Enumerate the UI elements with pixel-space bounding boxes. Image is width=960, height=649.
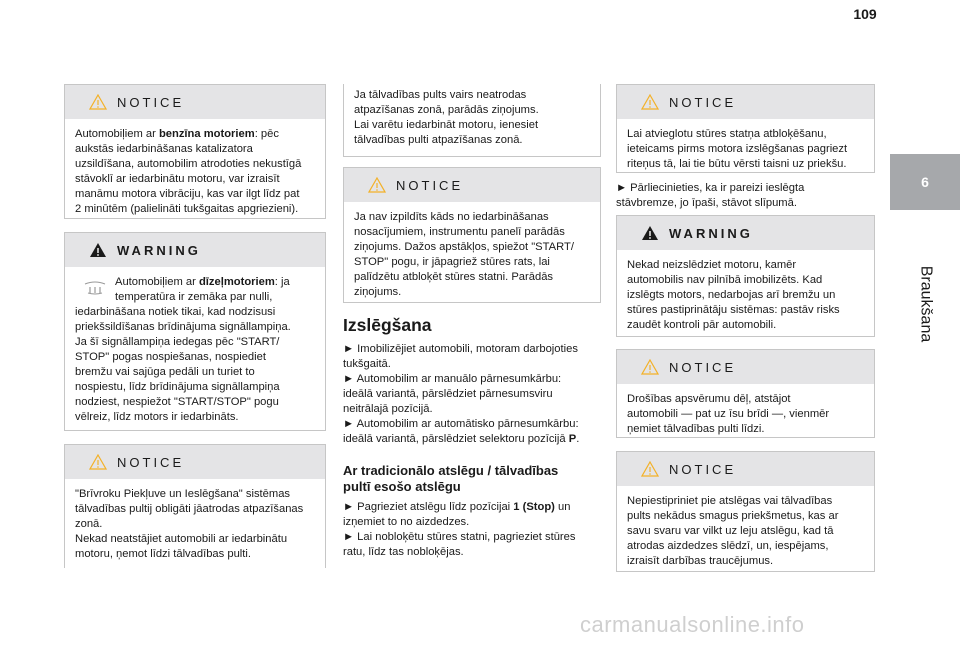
text-line: riteņus tā, lai tie būtu vērsti taisni uz priekšu. — [627, 158, 847, 170]
parking-brake-paragraph — [616, 181, 875, 211]
notice-header — [65, 445, 325, 479]
text-line: "Brīvroku Piekļuve un Ieslēgšana" sistēmas — [75, 488, 291, 500]
warning-box-2 — [616, 215, 875, 337]
notice-box-4 — [616, 84, 875, 173]
text-line: Nekad neizslēdziet motoru, kamēr — [627, 259, 797, 271]
text-line: palīdzētu atbloķēt stūres statni. Parādās — [354, 271, 554, 283]
text-line: stāvbremze, jo īpaši, stāvot slīpumā. — [616, 197, 797, 209]
warning-header — [617, 216, 874, 250]
text-line: stāvoklī ar iedarbinātu motoru, var izraisīt — [75, 173, 280, 185]
notice-box-2 — [64, 444, 326, 568]
text-line: tālvadības pulti atpazīšanas zonā. — [354, 134, 523, 146]
text-line: priekšsildīšanas brīdinājuma signāllampiņa. — [75, 321, 291, 333]
notice-warning-triangle-icon — [89, 94, 107, 110]
text-line: STOP" pogu, ir jāpagriež stūres rats, lai — [354, 256, 550, 268]
notice-title: NOTICE — [117, 454, 185, 470]
text-line: izslēgts motors, nedarbojas arī bremžu un — [627, 289, 836, 301]
warning-header — [65, 233, 325, 267]
notice-body — [65, 119, 325, 217]
page-number: 109 — [853, 6, 877, 22]
text-line: atrodas aizdedzes slēdzī, un, iespējams, — [627, 540, 829, 552]
notice-box-6 — [616, 451, 875, 572]
text-line: Nekad neatstājiet automobili ar iedarbinātu — [75, 533, 288, 545]
notice-body — [617, 384, 874, 437]
notice-body — [65, 479, 325, 562]
text-line: ņemiet tālvadības pulti līdzi. — [627, 423, 765, 435]
text-line: nodziest, nespiežot "START/STOP" pogu — [75, 396, 279, 408]
text-line: bremžu vai sajūga pedāli un turiet to — [75, 366, 255, 378]
notice-header — [65, 85, 325, 119]
watermark[interactable]: carmanualsonline.info — [580, 612, 805, 637]
subsection-heading — [343, 463, 601, 495]
notice-warning-triangle-icon — [368, 177, 386, 193]
chapter-tab[interactable] — [890, 154, 960, 210]
text-line: savu svaru var vilkt uz leju atslēgu, kad tā — [627, 525, 834, 537]
text-line: ► Imobilizējiet automobili, motoram darbojoties — [343, 343, 578, 355]
text-line: uzsildīšana, automobilim atrodoties nekustīgā — [75, 158, 302, 170]
info-box-intro — [343, 84, 601, 157]
notice-title: NOTICE — [117, 94, 185, 110]
text-line: tālvadības pultij obligāti jāatrodas atpazīšanas — [75, 503, 304, 515]
text-line: ziņojums. Dažos apstākļos, spiežot "START/ — [354, 241, 574, 253]
notice-box-3 — [343, 167, 601, 303]
text-line: Automobiļiem ar benzīna motoriem: pēc — [75, 128, 279, 140]
text-line: ieteicams pirms motora izslēgšanas pagriezt — [627, 143, 848, 155]
text-line: stūres pastiprinātāju sistēmas: pastāv risks — [627, 304, 840, 316]
text-line: izņemiet to no aizdedzes. — [343, 516, 470, 528]
notice-header — [617, 85, 874, 119]
text-line: aukstās iedarbināšanas katalizatora — [75, 143, 253, 155]
notice-title: NOTICE — [669, 94, 737, 110]
text-line: Ja nav izpildīts kāds no iedarbināšanas — [354, 211, 549, 223]
chapter-title — [890, 214, 960, 394]
text-line: Lai varētu iedarbināt motoru, ienesiet — [354, 119, 539, 131]
section-body — [343, 342, 601, 447]
text-line: STOP" pogas nospiešanas, nospiediet — [75, 351, 266, 363]
text-line: pultī esošo atslēgu — [343, 479, 461, 494]
notice-warning-triangle-icon — [641, 461, 659, 477]
chapter-sidebar — [890, 0, 960, 649]
text-line: ► Automobilim ar automātisko pārnesumkārbu: — [343, 418, 579, 430]
text-line: ideālā variantā, pārslēdziet selektoru pozīcijā P. — [343, 433, 580, 445]
notice-title: NOTICE — [669, 359, 737, 375]
text-line: Nepiestipriniet pie atslēgas vai tālvadības — [627, 495, 833, 507]
text-line: ratu, līdz tas nobloķējas. — [343, 546, 464, 558]
text-line: ► Pārliecinieties, ka ir pareizi ieslēgta — [616, 182, 805, 194]
text-line: 2 minūtēm (palielināti tukšgaitas apgriezieni). — [75, 203, 299, 215]
notice-body — [344, 202, 600, 300]
warning-body — [617, 250, 874, 333]
section-heading: Izslēgšana — [343, 315, 432, 335]
text-line: Automobiļiem ar dīzeļmotoriem: ja — [115, 276, 290, 288]
text-line: nosacījumiem, instrumentu panelī parādās — [354, 226, 565, 238]
notice-box-5 — [616, 349, 875, 438]
text-line: Ja šī signāllampiņa iedegas pēc "START/ — [75, 336, 280, 348]
text-line: neitrālajā pozīcijā. — [343, 403, 433, 415]
text-line: motoru, ņemot līdzi tālvadības pulti. — [75, 548, 251, 560]
text-line: zonā. — [75, 518, 103, 530]
text-line: temperatūra ir zemāka par nulli, — [115, 291, 273, 303]
glow-plug-icon — [83, 280, 107, 296]
subsection-body — [343, 500, 601, 560]
text-line: Ar tradicionālo atslēgu / tālvadības — [343, 463, 559, 478]
notice-title: NOTICE — [396, 177, 464, 193]
text-line: iedarbināšana notiek tikai, kad nodzisusi — [75, 306, 276, 318]
warning-triangle-icon — [641, 225, 659, 241]
text-line: ► Pagrieziet atslēgu līdz pozīcijai 1 (Stop) un — [343, 501, 571, 513]
text-line: atpazīšanas zonā, parādās ziņojums. — [354, 104, 539, 116]
intro-body — [344, 84, 600, 148]
notice-title: NOTICE — [669, 461, 737, 477]
notice-warning-triangle-icon — [89, 454, 107, 470]
text-line: pults nekādus smagus priekšmetus, kas ar — [627, 510, 839, 522]
notice-body — [617, 119, 874, 172]
text-line: zaudēt kontroli pār automobili. — [627, 319, 777, 331]
notice-body — [617, 486, 874, 569]
notice-warning-triangle-icon — [641, 359, 659, 375]
notice-header — [617, 350, 874, 384]
text-line: ziņojums. — [354, 286, 402, 298]
text-line: vēlreiz, līdz motors ir iedarbināts. — [75, 411, 239, 423]
warning-triangle-icon — [89, 242, 107, 258]
chapter-number: 6 — [921, 174, 929, 190]
text-line: tukšgaitā. — [343, 358, 391, 370]
text-line: automobilis nav pilnībā imobilizēts. Kad — [627, 274, 823, 286]
notice-warning-triangle-icon — [641, 94, 659, 110]
notice-header — [617, 452, 874, 486]
text-line: automobili — pat uz īsu brīdi —, vienmēr — [627, 408, 830, 420]
notice-box-1 — [64, 84, 326, 219]
text-line: Lai atvieglotu stūres statņa atbloķēšanu, — [627, 128, 827, 140]
warning-title: WARNING — [669, 225, 753, 241]
text-line: nospiestu, līdz brīdinājuma signāllampiņa — [75, 381, 280, 393]
text-line: ► Lai nobloķētu stūres statni, pagrieziet stūres — [343, 531, 576, 543]
chapter-title-text: Braukšana — [917, 265, 934, 343]
warning-box-1 — [64, 232, 326, 431]
warning-title: WARNING — [117, 242, 201, 258]
notice-header — [344, 168, 600, 202]
text-line: manāmu motora vibrāciju, kas var ilgt līdz pat — [75, 188, 300, 200]
text-line: Drošības apsvērumu dēļ, atstājot — [627, 393, 791, 405]
text-line: izraisīt darbības traucējumus. — [627, 555, 774, 567]
text-line: ► Automobilim ar manuālo pārnesumkārbu: — [343, 373, 562, 385]
text-line: ideālā variantā, pārslēdziet pārnesumsviru — [343, 388, 553, 400]
text-line: Ja tālvadības pults vairs neatrodas — [354, 89, 527, 101]
